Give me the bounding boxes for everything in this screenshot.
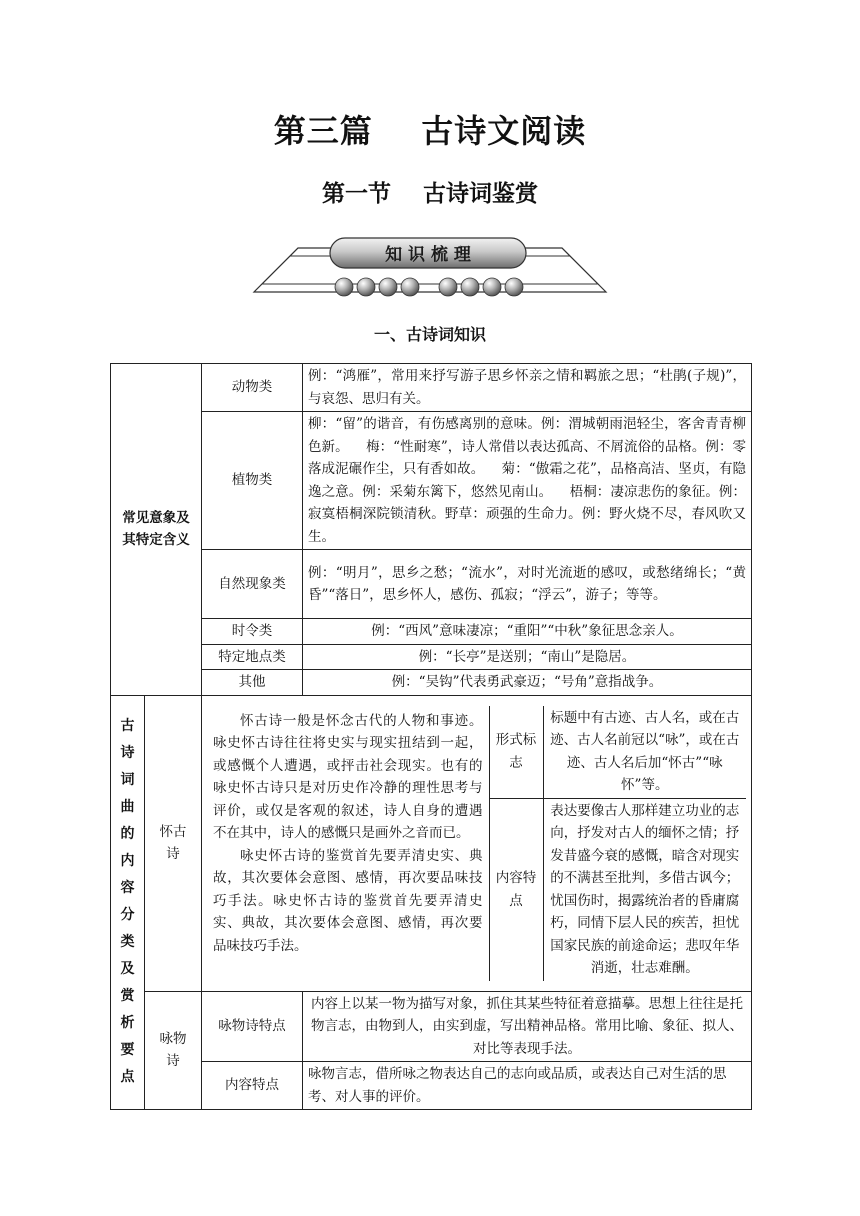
- row-text-other: 例：“吴钩”代表勇武豪迈；“号角”意指战争。: [303, 670, 752, 696]
- imagery-category: 常见意象及其特定含义: [111, 364, 202, 696]
- form-label: 形式标志: [489, 706, 543, 799]
- content-category: [111, 695, 145, 1110]
- huaigu-paragraph-2: 咏史怀古诗的鉴赏首先要弄清史实、典故，其次要体会意图、感情，再次要品味技巧手法。咏史怀古诗的鉴赏首先要弄清史实、典故，其次要体会意图、感情，再次要品味技巧手法。: [213, 847, 483, 954]
- table-row: [111, 412, 752, 550]
- table-row: [111, 695, 752, 991]
- category-char: 内: [120, 853, 135, 870]
- poetry-knowledge-table: [110, 363, 752, 1110]
- category-char: 诗: [120, 745, 135, 762]
- row-label-animal: 动物类: [202, 364, 303, 412]
- row-label-other: 其他: [202, 670, 303, 696]
- category-char: 及: [120, 961, 135, 978]
- row-label-season: 时令类: [202, 619, 303, 645]
- table-row: [207, 706, 746, 799]
- content-feature-label: 内容特点: [489, 798, 543, 981]
- yongwu-content-label: 内容特点: [202, 1062, 303, 1110]
- page-title: 第三篇 古诗文阅读: [273, 112, 587, 150]
- form-text: 标题中有古迹、古人名，或在古迹、古人名前冠以“咏”，或在古迹、古人名后加“怀古”“咏怀”等。: [543, 706, 746, 799]
- row-text-plant: 柳：“留”的谐音，有伤感离别的意味。例：渭城朝雨浥轻尘，客舍青青柳色新。 梅：“性耐寒”，诗人常借以表达孤高、不屑流俗的品格。例：零落成泥碾作尘，只有香如故。 菊：“傲霜之花”，品格高洁、坚贞，有隐逸之意。例：采菊东篱下，悠然见南山。 梧桐：凄凉悲伤的象征。例：寂寞梧桐深院锁清秋。野草：顽强的生命力。例：野火烧不尽，春风吹又生。: [303, 412, 752, 550]
- content-feature-text: 表达要像古人那样建立功业的志向，抒发对古人的缅怀之情；抒发昔盛今衰的感慨，暗含对现实的不满甚至批判，多借古讽今；忧国伤时，揭露统治者的昏庸腐朽，同情下层人民的疾苦，担忧国家民族的前途命运；悲叹年华消逝，壮志难酬。: [550, 802, 740, 976]
- row-label-plant: 植物类: [202, 412, 303, 550]
- table-row: [111, 670, 752, 696]
- category-char: 要: [120, 1042, 135, 1059]
- huaigu-label: 怀古诗: [145, 695, 202, 991]
- yongwu-feature-text: 内容上以某一物为描写对象，抓住其某些特征着意描摹。思想上往往是托物言志，由物到人，由实到虚，写出精神品格。常用比喻、象征、拟人、对比等表现手法。: [303, 991, 752, 1062]
- category-char: 词: [120, 772, 135, 789]
- huaigu-detail: [202, 695, 752, 991]
- category-char: 赏: [120, 988, 135, 1005]
- category-char: 分: [120, 907, 135, 924]
- row-text-place: 例：“长亭”是送别；“南山”是隐居。: [303, 644, 752, 670]
- category-char: 曲: [120, 799, 135, 816]
- category-char: 点: [120, 1069, 135, 1086]
- category-char: 容: [120, 880, 135, 897]
- huaigu-description: [207, 706, 489, 981]
- banner-label: 知 识 梳 理: [385, 245, 471, 265]
- section-heading: 一、古诗词知识: [373, 325, 486, 344]
- row-label-place: 特定地点类: [202, 644, 303, 670]
- table-row: [111, 1062, 752, 1110]
- category-char: 的: [120, 826, 135, 843]
- table-row: [111, 550, 752, 619]
- table-row: [111, 364, 752, 412]
- huaigu-paragraph-1: 怀古诗一般是怀念古代的人物和事迹。咏史怀古诗往往将史实与现实扭结到一起，或感慨个人遭遇，或抨击社会现实。也有的咏史怀古诗只是对历史作冷静的理性思考与评价，或仅是客观的叙述，诗人自身的遭遇不在其中，诗人的感慨只是画外之音而已。: [213, 712, 483, 841]
- table-row: [111, 991, 752, 1062]
- row-text-animal: 例：“鸿雁”，常用来抒写游子思乡怀亲之情和羁旅之思；“杜鹃(子规)”，与哀怨、思归有关。: [303, 364, 752, 412]
- category-char: 类: [120, 934, 135, 951]
- category-char: 古: [120, 718, 135, 735]
- row-text-nature: 例：“明月”，思乡之愁；“流水”，对时光流逝的感叹，或愁绪绵长；“黄昏”“落日”，思乡怀人，感伤、孤寂；“浮云”，游子；等等。: [303, 550, 752, 619]
- huaigu-inner-table: [207, 706, 746, 981]
- yongwu-content-text: 咏物言志，借所咏之物表达自己的志向或品质，或表达自己对生活的思考、对人事的评价。: [303, 1062, 752, 1110]
- row-label-nature: 自然现象类: [202, 550, 303, 619]
- yongwu-label: 咏物诗: [145, 991, 202, 1110]
- banner-beads: [335, 278, 523, 296]
- row-text-season: 例：“西风”意味凄凉；“重阳”“中秋”象征思念亲人。: [303, 619, 752, 645]
- yongwu-feature-label: 咏物诗特点: [202, 991, 303, 1062]
- table-row: [111, 619, 752, 645]
- category-char: 析: [120, 1015, 135, 1032]
- section-subtitle: 第一节 古诗词鉴赏: [321, 180, 539, 207]
- table-row: [111, 644, 752, 670]
- knowledge-banner: [250, 230, 610, 308]
